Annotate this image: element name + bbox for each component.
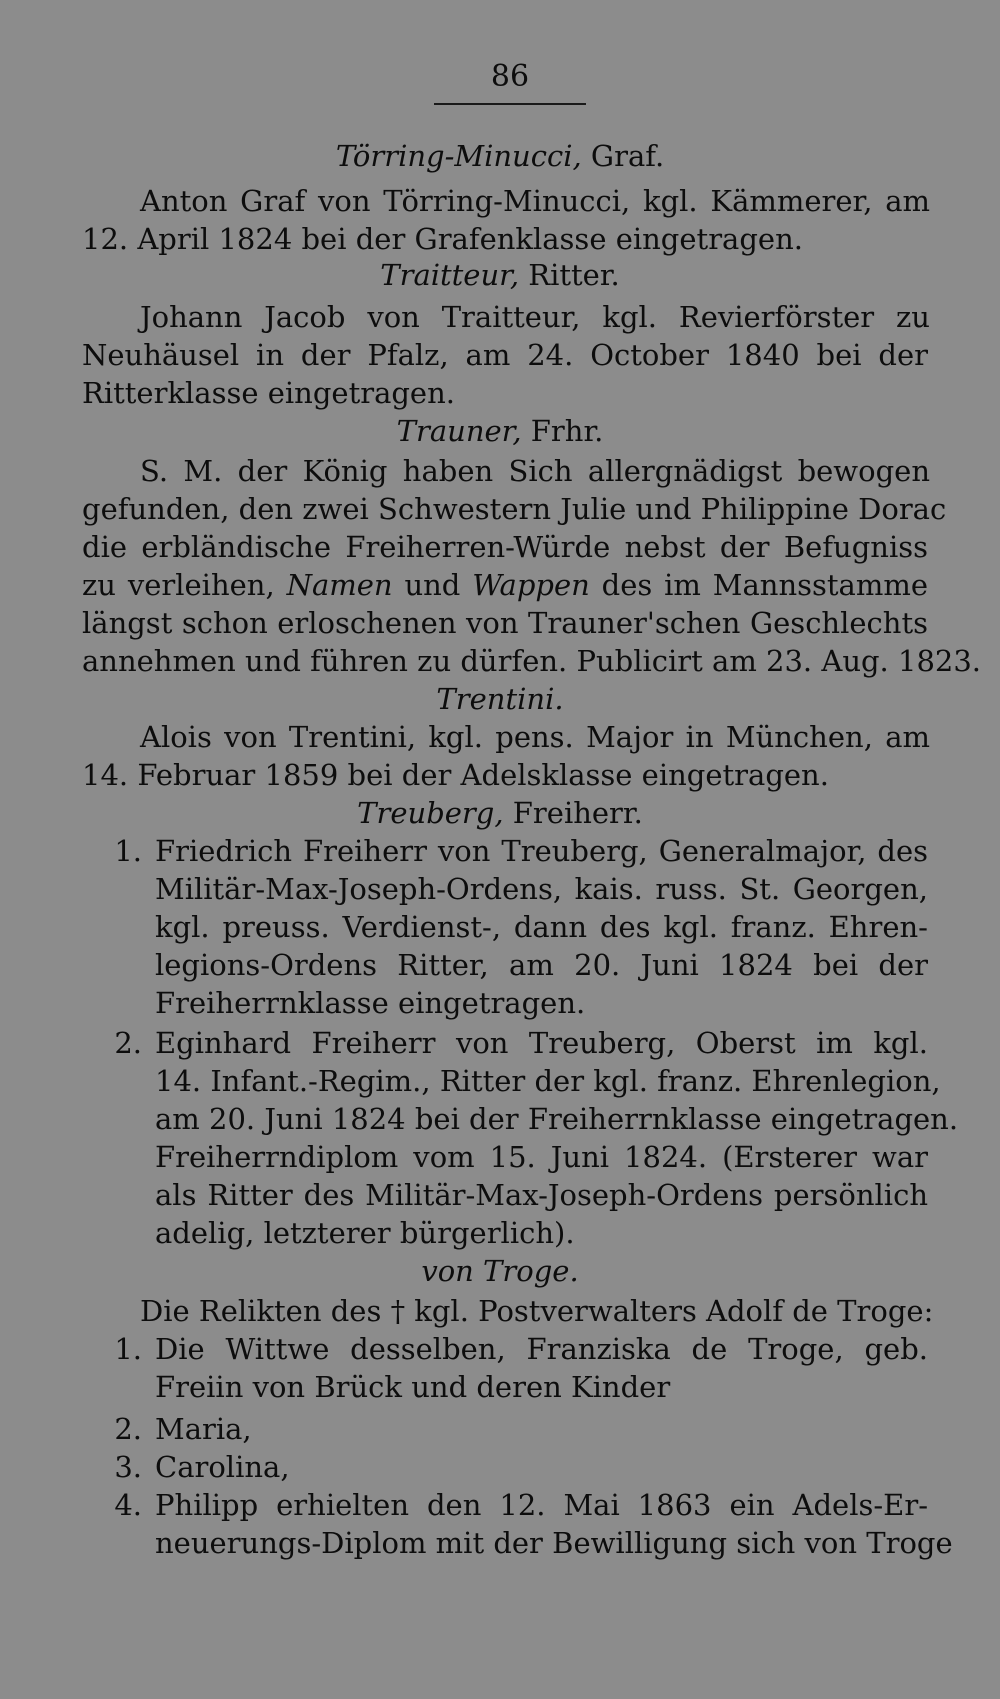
entry-heading: Treuberg, Freiherr. <box>357 796 643 830</box>
text-line: zu verleihen, Namen und Wappen des im Mannsstamme <box>82 568 929 602</box>
list-number: 2. <box>114 1412 142 1446</box>
text-line: am 20. Juni 1824 bei der Freiherrnklasse eingetragen. <box>155 1102 959 1136</box>
text-line: Alois von Trentini, kgl. pens. Major in München, am <box>140 720 930 754</box>
text-line: annehmen und führen zu dürfen. Publicirt am 23. Aug. 1823. <box>82 644 982 678</box>
entry-heading: Traitteur, Ritter. <box>380 258 620 292</box>
text-line: Ritterklasse eingetragen. <box>82 376 455 410</box>
text-line: gefunden, den zwei Schwestern Julie und Philippine Dorac <box>82 492 947 526</box>
text-line: 14. Infant.-Regim., Ritter der kgl. franz. Ehrenlegion, <box>155 1064 941 1098</box>
text-line: Freiin von Brück und deren Kinder <box>155 1370 671 1404</box>
text-line: neuerungs-Diplom mit der Bewilligung sich von Troge <box>155 1526 953 1560</box>
text-line: Militär-Max-Joseph-Ordens, kais. russ. St. Georgen, <box>155 872 928 906</box>
list-number: 3. <box>114 1450 142 1484</box>
list-number: 4. <box>114 1488 142 1522</box>
text-line: S. M. der König haben Sich allergnädigst bewogen <box>140 454 930 488</box>
text-line: Carolina, <box>155 1450 290 1484</box>
header-rule <box>434 103 586 105</box>
text-line: Anton Graf von Törring-Minucci, kgl. Kämmerer, am <box>140 184 930 218</box>
text-line: als Ritter des Militär-Max-Joseph-Ordens persönlich <box>155 1178 928 1212</box>
text-line: Philipp erhielten den 12. Mai 1863 ein Adels-Er- <box>155 1488 928 1522</box>
text-line: die erbländische Freiherren-Würde nebst der Befugniss <box>82 530 928 564</box>
entry-heading: Trauner, Frhr. <box>396 414 604 448</box>
text-line: adelig, letzterer bürgerlich). <box>155 1216 575 1250</box>
text-line: 14. Februar 1859 bei der Adelsklasse eingetragen. <box>82 758 829 792</box>
text-line: Die Wittwe desselben, Franziska de Troge, geb. <box>155 1332 928 1366</box>
list-number: 2. <box>114 1026 142 1060</box>
text-line: Neuhäusel in der Pfalz, am 24. October 1840 bei der <box>82 338 928 372</box>
entry-heading: von Troge. <box>421 1254 579 1288</box>
text-line: Eginhard Freiherr von Treuberg, Oberst im kgl. <box>155 1026 928 1060</box>
list-number: 1. <box>114 834 142 868</box>
text-line: Die Relikten des † kgl. Postverwalters Adolf de Troge: <box>140 1294 934 1328</box>
text-line: Friedrich Freiherr von Treuberg, Generalmajor, des <box>155 834 928 868</box>
text-line: kgl. preuss. Verdienst-, dann des kgl. franz. Ehren- <box>155 910 928 944</box>
entry-heading: Trentini. <box>436 682 564 716</box>
list-number: 1. <box>114 1332 142 1366</box>
entry-heading: Törring-Minucci, Graf. <box>335 139 665 173</box>
text-line: längst schon erloschenen von Trauner'schen Geschlechts <box>82 606 928 640</box>
text-line: Johann Jacob von Traitteur, kgl. Revierförster zu <box>140 300 930 334</box>
text-line: 12. April 1824 bei der Grafenklasse eingetragen. <box>82 222 803 256</box>
page-number: 86 <box>490 59 530 94</box>
text-line: Maria, <box>155 1412 252 1446</box>
text-line: Freiherrndiplom vom 15. Juni 1824. (Ersterer war <box>155 1140 928 1174</box>
text-line: Freiherrnklasse eingetragen. <box>155 986 586 1020</box>
text-line: legions-Ordens Ritter, am 20. Juni 1824 bei der <box>155 948 928 982</box>
